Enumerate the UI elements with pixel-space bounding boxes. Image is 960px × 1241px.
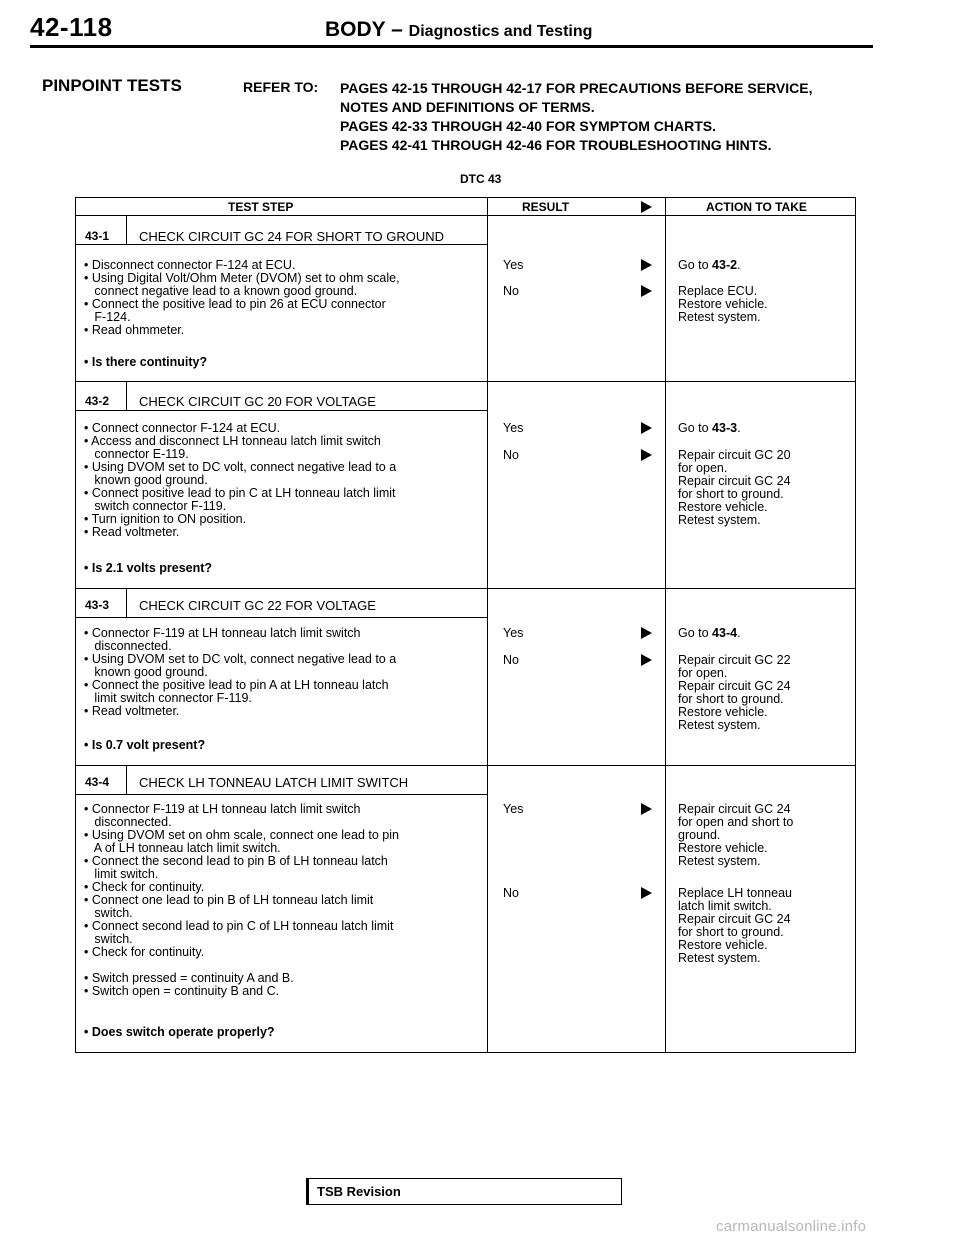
tsb-revision-box: [306, 1178, 622, 1205]
step-question: • Is there continuity?: [84, 355, 208, 369]
refer-line: PAGES 42-33 THROUGH 42-40 FOR SYMPTOM CHARTS.: [340, 118, 716, 134]
refer-line: PAGES 42-41 THROUGH 42-46 FOR TROUBLESHOOTING HINTS.: [340, 137, 772, 153]
result-arrow-icon: [641, 803, 652, 815]
title-dash: –: [391, 18, 403, 41]
step-id-divider: [126, 589, 127, 617]
result-no: No: [503, 284, 519, 298]
page-number: 42-118: [30, 12, 113, 42]
step-id: 43-2: [85, 394, 110, 408]
step-procedure: • Connector F-119 at LH tonneau latch limit switch disconnected. • Using DVOM set on ohm scale, connect one lead to pin A of LH tonneau latch limit switch. • Connect the second lead to pin B of LH tonneau latch limit switch. • Check for continuity. • Connect one lead to pin B of LH tonneau latch limit switch. • Connect second lead to pin C of LH tonneau latch limit switch. • Check for continuity. • Switch pressed = continuity A and B. • Switch open = continuity B and C.: [84, 802, 399, 998]
column-header-action: ACTION TO TAKE: [706, 200, 807, 214]
section-title: [325, 18, 592, 42]
step-title: CHECK LH TONNEAU LATCH LIMIT SWITCH: [139, 775, 409, 790]
step-separator: [76, 765, 855, 766]
step-procedure: • Disconnect connector F-124 at ECU. • Using Digital Volt/Ohm Meter (DVOM) set to ohm scale, connect negative lead to a known good ground. • Connect the positive lead to pin 26 at ECU connector F-124. • Read ohmmeter.: [84, 258, 400, 337]
result-no: No: [503, 653, 519, 667]
column-divider: [487, 198, 488, 1052]
step-id-divider: [126, 382, 127, 410]
section-name: BODY: [325, 18, 386, 41]
step-title-rule: [76, 244, 487, 245]
result-arrow-icon: [641, 887, 652, 899]
step-question: • Is 0.7 volt present?: [84, 738, 206, 752]
column-header-result: RESULT: [522, 200, 570, 214]
result-no: No: [503, 448, 519, 462]
step-title-rule: [76, 410, 487, 411]
header-rule: [30, 45, 873, 48]
refer-line: PAGES 42-15 THROUGH 42-17 FOR PRECAUTIONS BEFORE SERVICE,: [340, 80, 813, 96]
action-text-part: Go to: [678, 421, 713, 435]
dtc-code: DTC 43: [460, 172, 502, 186]
action-text: Repair circuit GC 22 for open. Repair circuit GC 24 for short to ground. Restore vehicle. Retest system.: [678, 653, 791, 732]
step-id: 43-1: [85, 229, 110, 243]
result-yes: Yes: [503, 802, 524, 816]
column-header-test-step: TEST STEP: [228, 200, 294, 214]
pinpoint-tests-heading: PINPOINT TESTS: [42, 76, 182, 95]
step-separator: [76, 588, 855, 589]
step-id-divider: [126, 216, 127, 244]
refer-to-label: REFER TO:: [243, 79, 319, 95]
result-arrow-icon: [641, 259, 652, 271]
action-text-part: .: [737, 421, 741, 435]
action-text: Replace ECU. Restore vehicle. Retest system.: [678, 284, 768, 324]
action-text-part: Go to: [678, 626, 713, 640]
header-row-rule: [76, 215, 855, 216]
action-text: [678, 259, 741, 272]
result-yes: Yes: [503, 626, 524, 640]
step-question: • Is 2.1 volts present?: [84, 561, 213, 575]
step-title-rule: [76, 617, 487, 618]
action-text: [678, 627, 741, 640]
action-text: Repair circuit GC 24 for open and short to ground. Restore vehicle. Retest system.: [678, 802, 794, 868]
action-text-part: .: [737, 626, 741, 640]
result-no: No: [503, 886, 519, 900]
step-question: • Does switch operate properly?: [84, 1025, 275, 1039]
step-title: CHECK CIRCUIT GC 20 FOR VOLTAGE: [139, 394, 376, 409]
step-title: CHECK CIRCUIT GC 22 FOR VOLTAGE: [139, 598, 376, 613]
pinpoint-test-table: [75, 197, 856, 1053]
result-arrow-icon: [641, 285, 652, 297]
refer-line: NOTES AND DEFINITIONS OF TERMS.: [340, 99, 595, 115]
step-title-rule: [76, 794, 487, 795]
action-step-ref: 43-4: [712, 626, 738, 640]
subsection-name: Diagnostics and Testing: [408, 23, 593, 40]
watermark: carmanualsonline.info: [716, 1218, 867, 1235]
action-text-part: .: [737, 258, 741, 272]
step-id: 43-3: [85, 598, 110, 612]
step-id-divider: [126, 766, 127, 794]
refer-to-lines: [340, 79, 812, 155]
step-separator: [76, 381, 855, 382]
result-arrow-icon: [641, 422, 652, 434]
column-divider: [665, 198, 666, 1052]
step-id: 43-4: [85, 775, 110, 789]
action-step-ref: 43-2: [712, 258, 738, 272]
step-procedure: • Connect connector F-124 at ECU. • Access and disconnect LH tonneau latch limit switch connector E-119. • Using DVOM set to DC volt, connect negative lead to a known good ground. • Connect positive lead to pin C at LH tonneau latch limit switch connector F-119. • Turn ignition to ON position. • Read voltmeter.: [84, 421, 397, 539]
step-title: CHECK CIRCUIT GC 24 FOR SHORT TO GROUND: [139, 229, 445, 244]
tsb-revision-label: TSB Revision: [317, 1184, 401, 1199]
action-text: Replace LH tonneau latch limit switch. Repair circuit GC 24 for short to ground. Restore vehicle. Retest system.: [678, 886, 792, 965]
action-step-ref: 43-3: [712, 421, 738, 435]
result-yes: Yes: [503, 258, 524, 272]
result-arrow-icon: [641, 449, 652, 461]
result-arrow-icon: [641, 201, 652, 213]
result-yes: Yes: [503, 421, 524, 435]
action-text-part: Go to: [678, 258, 713, 272]
action-text: [678, 422, 741, 435]
step-procedure: • Connector F-119 at LH tonneau latch limit switch disconnected. • Using DVOM set to DC volt, connect negative lead to a known good ground. • Connect the positive lead to pin A at LH tonneau latch limit switch connector F-119. • Read voltmeter.: [84, 626, 397, 718]
result-arrow-icon: [641, 654, 652, 666]
action-text: Repair circuit GC 20 for open. Repair circuit GC 24 for short to ground. Restore vehicle. Retest system.: [678, 448, 791, 527]
result-arrow-icon: [641, 627, 652, 639]
